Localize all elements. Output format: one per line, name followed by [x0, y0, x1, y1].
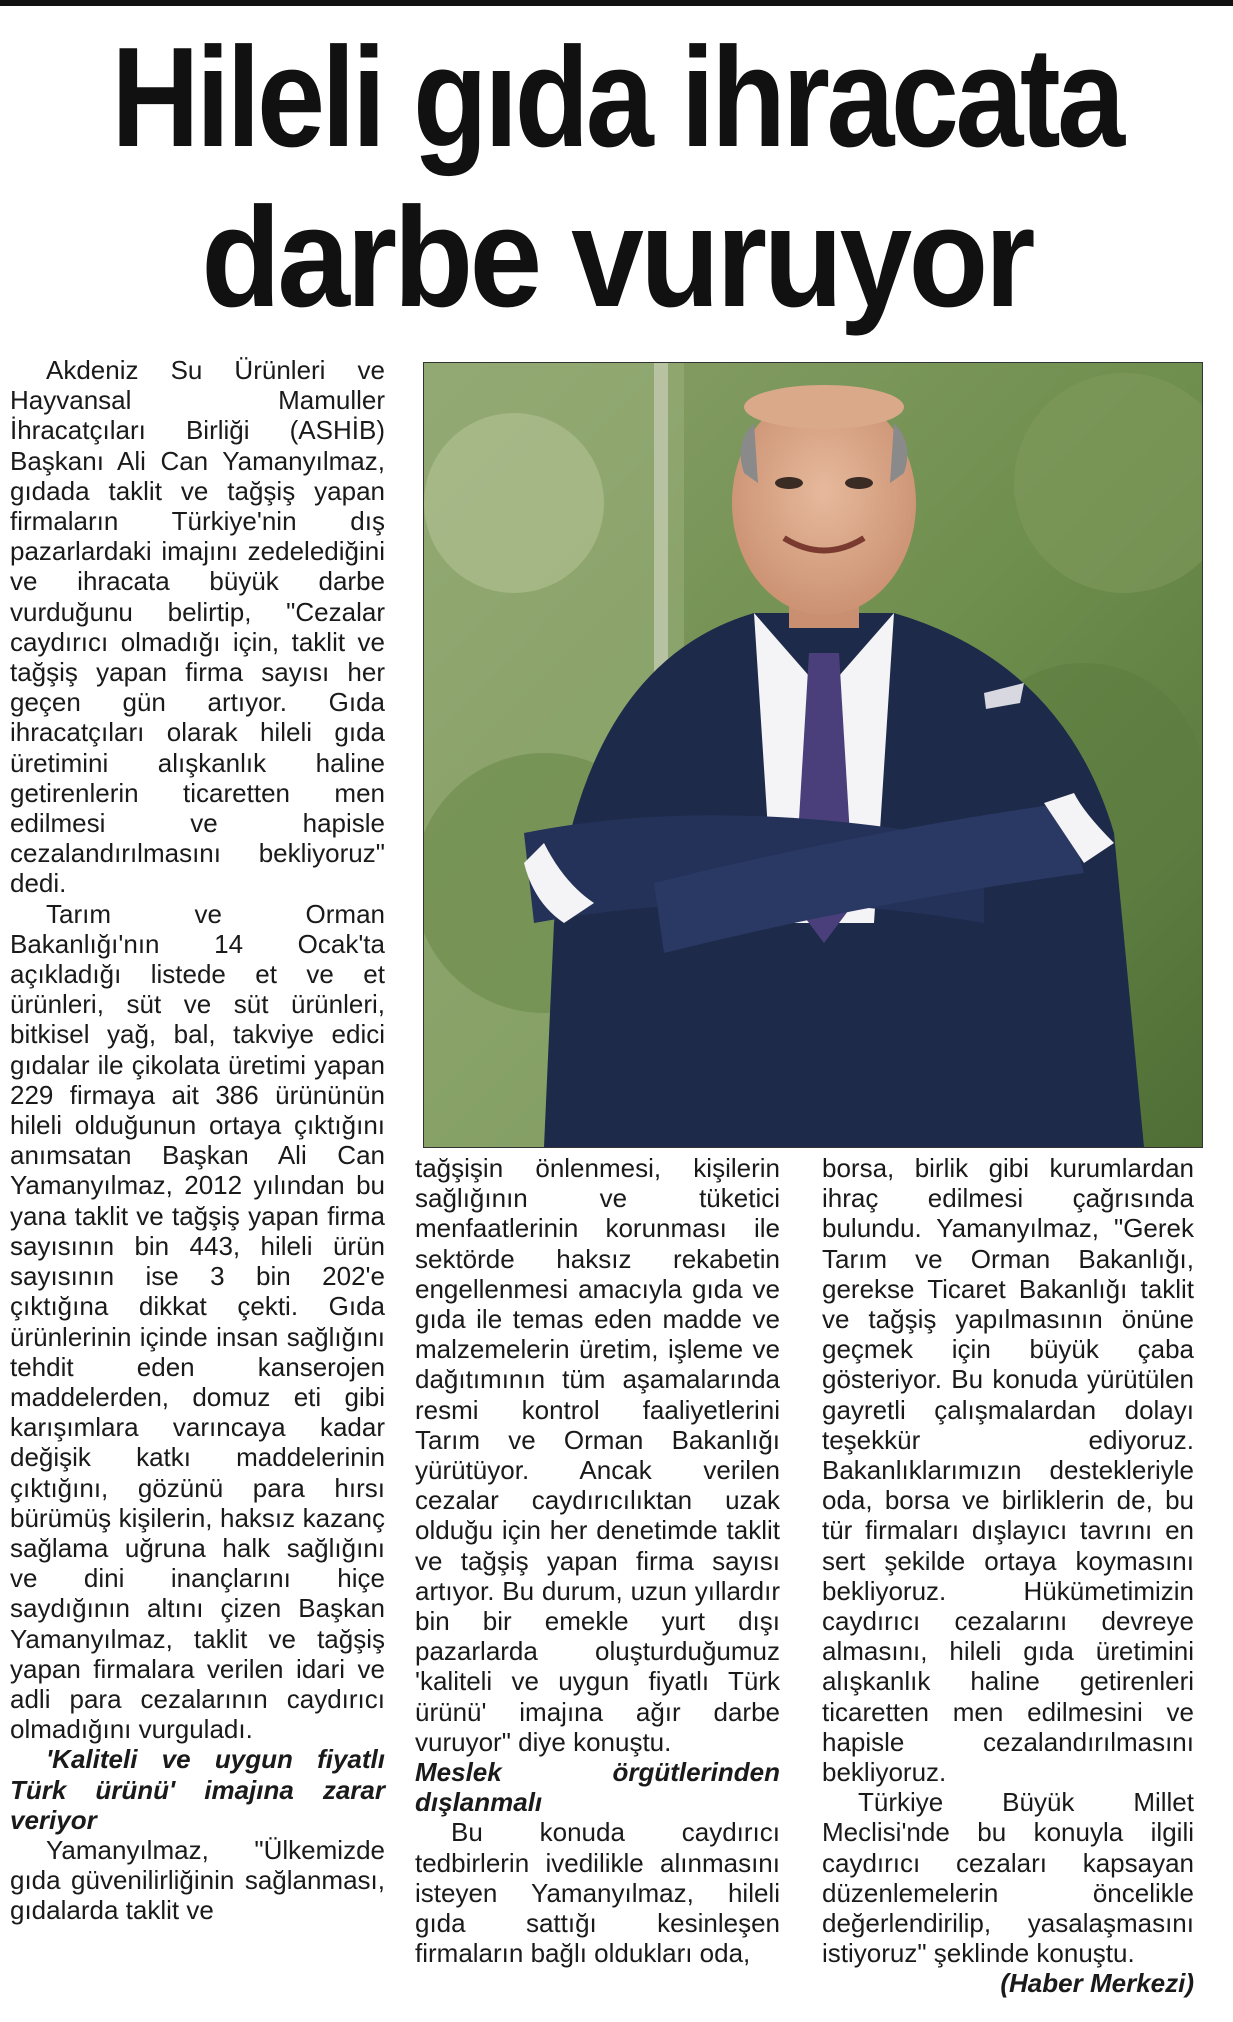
top-rule	[0, 0, 1233, 6]
byline: (Haber Merkezi)	[1000, 1968, 1194, 1999]
headline-line-2: darbe vuruyor	[201, 178, 1032, 337]
column-1	[10, 355, 385, 1926]
paragraph: tağşişin önlenmesi, kişilerin sağlığının ve tüketici menfaatlerinin korunması ile sektörde haksız rekabetin engellenmesi amacıyla gıda ve gıda ile temas eden madde ve malzemelerin üretim, işleme ve dağıtımının tüm aşamalarında resmi kontrol faaliyetlerini Tarım ve Orman Bakanlığı yürütüyor. Ancak verilen cezalar caydırıcılıktan uzak olduğu için her denetimde taklit ve tağşiş yapan firma sayısı artıyor. Bu durum, uzun yıllardır bin bir emekle yurt dışı pazarlarda oluşturduğumuz 'kaliteli ve uygun fiyatlı Türk ürünü' imajına ağır darbe vuruyor" diye konuştu.	[415, 1153, 780, 1757]
paragraph: Bu konuda caydırıcı tedbirlerin ivedilikle alınmasını isteyen Yamanyılmaz, hileli gıda sattığı kesinleşen firmaların bağlı oldukları oda,	[415, 1817, 780, 1969]
paragraph: Türkiye Büyük Millet Meclisi'nde bu konuyla ilgili caydırıcı cezaları kapsayan düzenlemelerin öncelikle değerlendirilip, yasalaşmasını istiyoruz" şeklinde konuştu.	[822, 1787, 1194, 1969]
subheading: 'Kaliteli ve uygun fiyatlı Türk ürünü' imajına zarar veriyor	[10, 1744, 385, 1835]
subheading: Meslek örgütlerinden dışlanmalı	[415, 1757, 780, 1818]
paragraph: Tarım ve Orman Bakanlığı'nın 14 Ocak'ta açıkladığı listede et ve et ürünleri, süt ve süt ürünleri, bitkisel yağ, bal, takviye edici gıdalar ile çikolata üretimi yapan 229 firmaya ait 386 ürününün hileli olduğunun ortaya çıktığını anımsatan Başkan Ali Can Yamanyılmaz, 2012 yılından bu yana taklit ve tağşiş yapan firma sayısının bin 443, hileli ürün sayısının ise 3 bin 202'e çıktığına dikkat çekti. Gıda ürünlerinin içinde insan sağlığını tehdit eden kanserojen maddelerden, domuz eti gibi karışımlara varıncaya kadar değişik katkı maddelerinin çıktığını, gözünü para hırsı bürümüş kişilerin, haksız kazanç sağlama uğruna halk sağlığını ve dini inançlarını hiçe saydığının altını çizen Başkan Yamanyılmaz, taklit ve tağşiş yapan firmalara verilen idari ve adli para cezalarının caydırıcı olmadığını vurguladı.	[10, 898, 385, 1745]
headline-line-1: Hileli gıda ihracata	[111, 18, 1122, 177]
portrait-illustration	[424, 363, 1202, 1147]
paragraph: Akdeniz Su Ürünleri ve Hayvansal Mamuller İhracatçıları Birliği (ASHİB) Başkanı Ali Can Yamanyılmaz, gıdada taklit ve tağşiş yapan firmaların Türkiye'nin dış pazarlardaki imajını zedelediğini ve ihracata büyük darbe vurduğunu belirtip, "Cezalar caydırıcı olmadığı için, taklit ve tağşiş yapan firma sayısı her geçen gün artıyor. Gıda ihracatçıları olarak hileli gıda üretimini alışkanlık haline getirenlerin ticaretten men edilmesi ve hapisle cezalandırılmasını bekliyoruz" dedi.	[10, 355, 385, 899]
column-3	[822, 1153, 1194, 1999]
paragraph: Yamanyılmaz, "Ülkemizde gıda güvenilirliğinin sağlanması, gıdalarda taklit ve	[10, 1834, 385, 1926]
paragraph: borsa, birlik gibi kurumlardan ihraç edilmesi çağrısında bulundu. Yamanyılmaz, "Gerek Tarım ve Orman Bakanlığı, gerekse Ticaret Bakanlığı taklit ve tağşiş yapılmasının önüne geçmek için büyük çaba gösteriyor. Bu konuda yürütülen gayretli çalışmalardan dolayı teşekkür ediyoruz. Bakanlıklarımızın destekleriyle oda, borsa ve birliklerin de, bu tür firmaları dışlayıcı tavrını en sert şekilde ortaya koymasını bekliyoruz. Hükümetimizin caydırıcı cezalarını devreye almasını, hileli gıda üretimini alışkanlık haline getirenleri ticaretten men edilmesini ve hapisle cezalandırılmasını bekliyoruz.	[822, 1153, 1194, 1788]
portrait-photo	[423, 362, 1203, 1148]
column-2	[415, 1153, 780, 1968]
